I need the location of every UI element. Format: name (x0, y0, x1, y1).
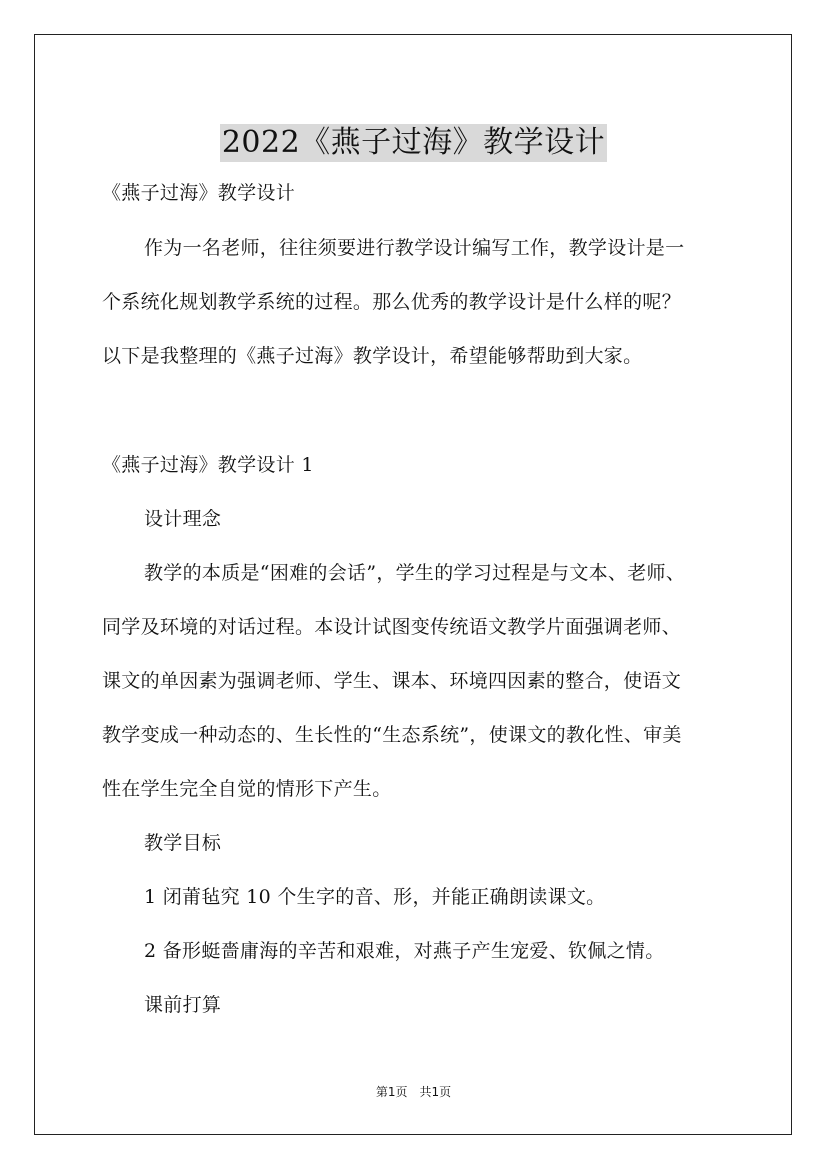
subheading-preparation: 课前打算 (144, 994, 222, 1016)
concept-paragraph-line-4: 教学变成一种动态的、生长性的“生态系统”，使课文的教化性、审美 (102, 724, 682, 746)
concept-paragraph-line-2: 同学及环境的对话过程。本设计试图变传统语文教学片面强调老师、 (102, 616, 682, 638)
concept-paragraph-line-3: 课文的单因素为强调老师、学生、课本、环境四因素的整合，使语文 (102, 670, 682, 692)
intro-paragraph-line-1: 作为一名老师，往往须要进行教学设计编写工作，教学设计是一 (144, 237, 685, 259)
concept-paragraph-line-5: 性在学生完全自觉的情形下产生。 (102, 778, 392, 800)
title-container (0, 104, 827, 182)
intro-paragraph-line-2: 个系统化规划教学系统的过程。那么优秀的教学设计是什么样的呢？ (102, 291, 682, 313)
page-footer: 第1页 共1页 (375, 1085, 452, 1099)
document-title: 2022《燕子过海》教学设计 (221, 125, 606, 161)
intro-paragraph-line-3: 以下是我整理的《燕子过海》教学设计，希望能够帮助到大家。 (102, 345, 643, 367)
subheading-teaching-goals: 教学目标 (144, 832, 222, 854)
intro-heading: 《燕子过海》教学设计 (102, 182, 296, 204)
section-heading-1: 《燕子过海》教学设计 1 (102, 454, 314, 476)
subheading-design-concept: 设计理念 (144, 508, 222, 530)
concept-paragraph-line-1: 教学的本质是“困难的会话”，学生的学习过程是与文本、老师、 (144, 562, 686, 584)
goal-item-1: 1 闭莆毡究 10 个生字的音、形，并能正确朗读课文。 (144, 886, 606, 908)
goal-item-2: 2 备形蜓嗇庸海的辛苦和艰难，对燕子产生宠爱、钦佩之情。 (144, 940, 665, 962)
